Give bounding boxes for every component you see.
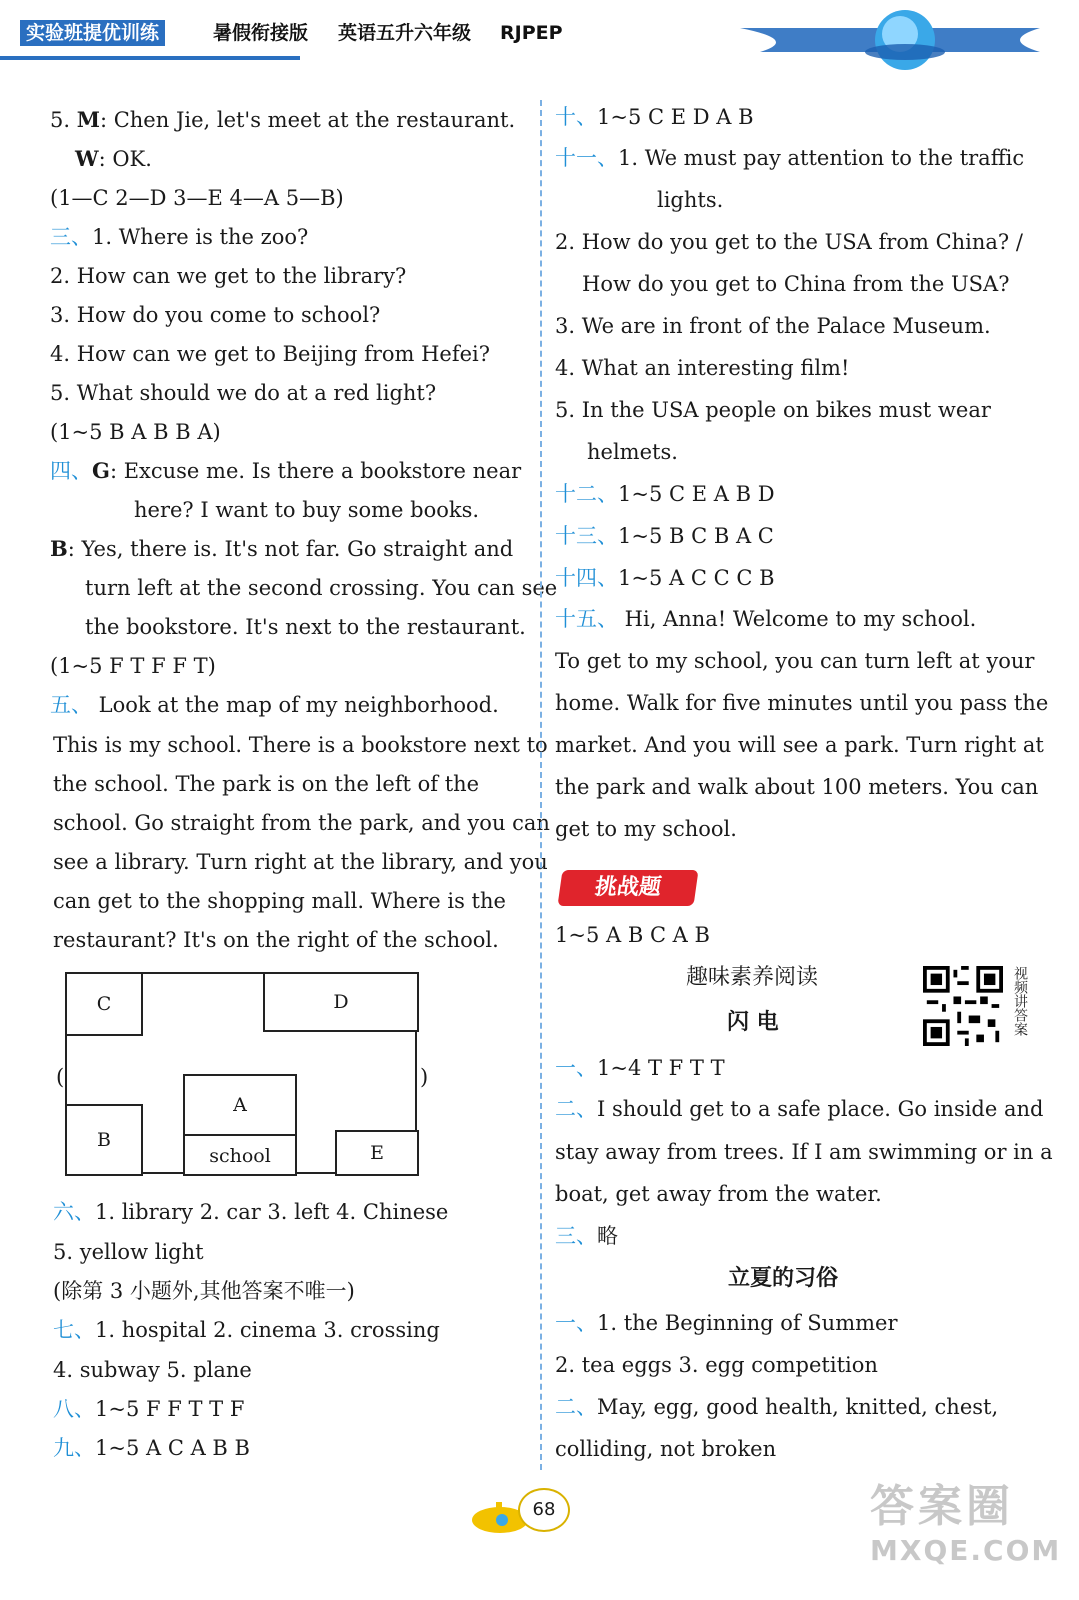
line-text: 1~5 F F T T F — [95, 1397, 245, 1421]
right-line — [555, 1350, 878, 1380]
line-text: 1. library 2. car 3. left 4. Chinese — [95, 1200, 449, 1224]
series-title: 实验班提优训练 — [20, 20, 165, 46]
qr-label: 视频讲答案 — [1012, 966, 1028, 1036]
line-text: restaurant? It's on the right of the school. — [53, 928, 499, 952]
right-line — [555, 1434, 776, 1464]
right-line — [555, 479, 775, 509]
right-line — [555, 730, 1044, 760]
line-text: May, egg, good health, knitted, chest, — [597, 1395, 999, 1419]
line-text: 5. In the USA people on bikes must wear — [555, 398, 991, 422]
map-box-school: school — [183, 1134, 297, 1176]
left-line — [53, 808, 550, 838]
line-text: Hi, Anna! Welcome to my school. — [618, 607, 977, 631]
line-text: 1. We must pay attention to the traffic — [618, 146, 1025, 170]
left-line — [53, 1197, 448, 1227]
question-number: 十五、 — [555, 607, 618, 631]
map-box-e: E — [335, 1130, 419, 1176]
right-line — [555, 814, 737, 844]
line-text: the school. The park is on the left of the — [53, 772, 480, 796]
line-text: 1. Where is the zoo? — [92, 225, 309, 249]
line-text: : Excuse me. Is there a bookstore near — [109, 459, 522, 483]
map-box-a: A — [183, 1074, 297, 1136]
left-line — [50, 690, 499, 720]
line-text: : Yes, there is. It's not far. Go straight and — [67, 537, 514, 561]
left-line — [85, 612, 526, 642]
line-text: 1~5 B C B A C — [618, 524, 774, 548]
line-text: can get to the shopping mall. Where is the — [53, 889, 506, 913]
line-text: 3. We are in front of the Palace Museum. — [555, 314, 991, 338]
line-text: 3. How do you come to school? — [50, 303, 381, 327]
watermark — [870, 1470, 1070, 1595]
question-number: 二、 — [555, 1395, 597, 1419]
story1-title: 闪 电 — [727, 1010, 779, 1035]
question-number: 五、 — [50, 693, 92, 717]
line-text: 1~5 A B C A B — [555, 923, 710, 947]
question-number: 九、 — [53, 1436, 95, 1460]
left-line — [53, 1433, 250, 1463]
left-line — [50, 300, 380, 330]
line-text: 1. the Beginning of Summer — [597, 1311, 898, 1335]
right-line — [555, 311, 991, 341]
map-box-b: B — [65, 1104, 143, 1176]
subject-label: 英语五升六年级 — [338, 22, 472, 44]
speaker-label: G — [92, 458, 110, 483]
line-text: 1. hospital 2. cinema 3. crossing — [95, 1318, 440, 1342]
speaker-label: B — [50, 536, 68, 561]
left-line — [50, 456, 521, 486]
question-number: 一、 — [555, 1311, 597, 1335]
line-text: home. Walk for five minutes until you pass the — [555, 691, 1049, 715]
right-line — [555, 143, 1024, 173]
line-text: : Chen Jie, let's meet at the restaurant. — [99, 108, 516, 132]
right-line — [657, 185, 723, 215]
question-number: 十四、 — [555, 566, 618, 590]
speaker-label: M — [76, 107, 100, 132]
map-box-c: C — [65, 972, 143, 1036]
reading-section-title: 趣味素养阅读 — [686, 965, 819, 990]
line-text: the park and walk about 100 meters. You can — [555, 775, 1039, 799]
line-text: lights. — [657, 188, 724, 212]
map-paren-close: ) — [420, 1065, 429, 1089]
line-text: 4. subway 5. plane — [53, 1358, 252, 1382]
left-line — [53, 1355, 252, 1385]
question-number: 七、 — [53, 1318, 95, 1342]
question-number: 八、 — [53, 1397, 95, 1421]
left-line — [53, 1276, 355, 1306]
left-line — [50, 651, 216, 681]
map-box-d: D — [263, 972, 419, 1032]
line-text: 5. yellow light — [53, 1240, 204, 1264]
right-line — [555, 521, 774, 551]
right-line — [555, 1221, 618, 1251]
line-text: (1—C 2—D 3—E 4—A 5—B) — [50, 186, 344, 210]
left-line — [53, 847, 548, 877]
line-text: stay away from trees. If I am swimming or in a — [555, 1140, 1053, 1164]
right-line — [555, 772, 1038, 802]
page-number: 68 — [518, 1488, 570, 1532]
challenge-badge: 挑战题 — [557, 870, 698, 906]
question-number: 十二、 — [555, 482, 618, 506]
line-text: 5. What should we do at a red light? — [50, 381, 437, 405]
line-text: 2. tea eggs 3. egg competition — [555, 1353, 878, 1377]
line-text: school. Go straight from the park, and you can — [53, 811, 550, 835]
right-line — [555, 395, 991, 425]
watermark-top: 答案圈 — [870, 1481, 1014, 1532]
left-line — [50, 261, 406, 291]
right-line — [587, 437, 678, 467]
right-line — [555, 646, 1034, 676]
line-text: 4. How can we get to Beijing from Hefei? — [50, 342, 491, 366]
question-number: 二、 — [555, 1097, 597, 1121]
left-line — [50, 339, 490, 369]
line-text: 2. How do you get to the USA from China? / — [555, 230, 1023, 254]
question-number: 三、 — [50, 225, 92, 249]
speaker-label: W — [75, 146, 99, 171]
line-text: helmets. — [587, 440, 678, 464]
left-line — [53, 1315, 440, 1345]
left-line — [53, 925, 499, 955]
line-text: : OK. — [98, 147, 152, 171]
line-text: (1~5 F T F F T) — [50, 654, 216, 678]
watermark-bottom: MXQE.COM — [870, 1534, 1062, 1567]
left-line — [53, 1237, 204, 1267]
right-line — [555, 1308, 898, 1338]
left-line — [53, 769, 479, 799]
line-text: 1~4 T F T T — [597, 1056, 725, 1080]
line-text: turn left at the second crossing. You can see — [85, 576, 558, 600]
right-line — [582, 269, 1009, 299]
line-text: 1~5 A C A B B — [95, 1436, 250, 1460]
line-text: To get to my school, you can turn left at your — [555, 649, 1035, 673]
publisher-label: RJPEP — [500, 22, 563, 44]
line-text: This is my school. There is a bookstore next to — [53, 733, 548, 757]
line-text: 1~5 C E A B D — [618, 482, 775, 506]
question-number: 十一、 — [555, 146, 618, 170]
left-line — [50, 417, 221, 447]
right-line — [555, 353, 849, 383]
right-line — [555, 1179, 882, 1209]
right-line — [555, 920, 710, 950]
right-line — [555, 1137, 1053, 1167]
question-number: 六、 — [53, 1200, 95, 1224]
left-line — [134, 495, 479, 525]
line-text: boat, get away from the water. — [555, 1182, 882, 1206]
line-text: 1~5 C E D A B — [597, 105, 754, 129]
line-text: 略 — [597, 1224, 618, 1248]
right-line — [555, 563, 775, 593]
left-line — [50, 105, 515, 135]
header-decoration — [0, 0, 1079, 100]
line-text: 4. What an interesting film! — [555, 356, 850, 380]
line-text: get to my school. — [555, 817, 737, 841]
qr-code-icon[interactable] — [923, 966, 1003, 1046]
story2-title: 立夏的习俗 — [728, 1266, 839, 1291]
question-number: 十三、 — [555, 524, 618, 548]
line-text: 1~5 A C C C B — [618, 566, 775, 590]
question-number: 四、 — [50, 459, 92, 483]
right-line — [555, 1053, 725, 1083]
left-line — [50, 378, 436, 408]
line-text: Look at the map of my neighborhood. — [92, 693, 499, 717]
left-line — [53, 886, 506, 916]
left-line — [50, 534, 513, 564]
question-number: 一、 — [555, 1056, 597, 1080]
left-line — [85, 573, 557, 603]
column-divider — [540, 100, 542, 1470]
left-line — [50, 183, 344, 213]
map-paren-open: ( — [56, 1065, 65, 1089]
line-text: I should get to a safe place. Go inside and — [597, 1097, 1044, 1121]
left-line — [75, 144, 152, 174]
question-number: 三、 — [555, 1224, 597, 1248]
edition-label: 暑假衔接版 — [213, 22, 309, 44]
line-text: (除第 3 小题外,其他答案不唯一) — [53, 1279, 355, 1303]
right-line — [555, 1094, 1043, 1124]
neighborhood-map — [65, 972, 417, 1174]
line-text: 2. How can we get to the library? — [50, 264, 407, 288]
line-text: the bookstore. It's next to the restaurant. — [85, 615, 526, 639]
question-number: 十、 — [555, 105, 597, 129]
line-text: here? I want to buy some books. — [134, 498, 480, 522]
right-line — [555, 604, 976, 634]
line-text: (1~5 B A B B A) — [50, 420, 221, 444]
right-line — [555, 688, 1048, 718]
left-line — [53, 1394, 244, 1424]
line-text: How do you get to China from the USA? — [582, 272, 1010, 296]
left-line — [53, 730, 548, 760]
item-prefix: 5. — [50, 108, 77, 132]
right-line — [555, 227, 1023, 257]
line-text: market. And you will see a park. Turn right at — [555, 733, 1044, 757]
right-line — [555, 102, 754, 132]
line-text: colliding, not broken — [555, 1437, 777, 1461]
page-header — [0, 0, 1079, 100]
line-text: see a library. Turn right at the library, and you — [53, 850, 548, 874]
right-line — [555, 1392, 998, 1422]
left-line — [50, 222, 308, 252]
